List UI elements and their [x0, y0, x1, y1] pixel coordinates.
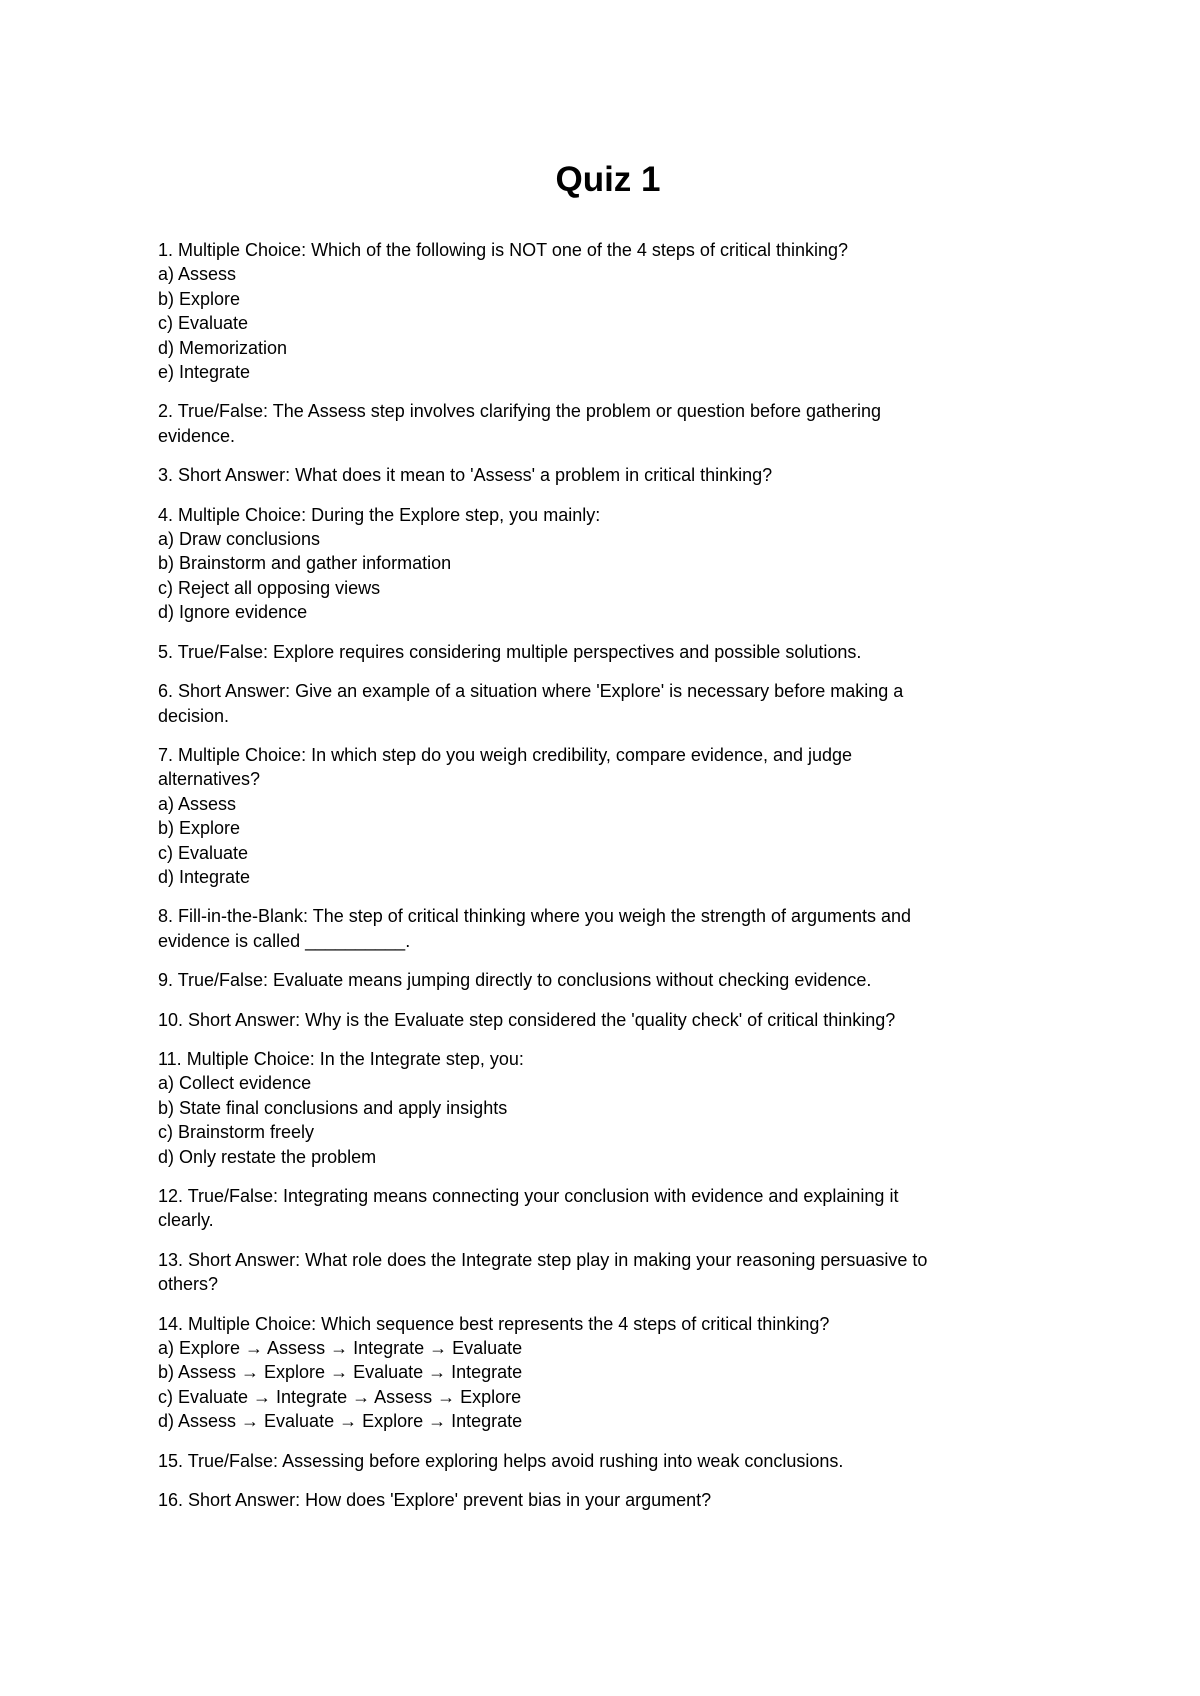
question-13	[158, 1248, 1058, 1297]
question-line: b) Explore	[158, 288, 241, 309]
question-line: a) Draw conclusions	[158, 529, 321, 550]
question-text: 12. True/False: Integrating means connecting your conclusion with evidence and explaining it	[158, 1186, 899, 1206]
question-line: c) Evaluate → Integrate → Assess → Explore	[158, 1386, 522, 1407]
question-line: d) Assess → Evaluate → Explore → Integrate	[158, 1411, 523, 1432]
question-text: 10. Short Answer: Why is the Evaluate step considered the 'quality check' of critical thinking?	[158, 1009, 896, 1030]
question-text: 16. Short Answer: How does 'Explore' prevent bias in your argument?	[158, 1490, 712, 1511]
question-15	[158, 1449, 1058, 1473]
question-line: b) Assess → Explore → Evaluate → Integrate	[158, 1362, 523, 1383]
question-line: b) State final conclusions and apply insights	[158, 1097, 508, 1118]
question-line: others?	[158, 1274, 219, 1295]
question-2	[158, 399, 1058, 448]
question-text: 4. Multiple Choice: During the Explore step, you mainly:	[158, 504, 601, 525]
question-line: evidence is called __________.	[158, 930, 411, 951]
question-line: alternatives?	[158, 769, 261, 790]
question-line: c) Evaluate	[158, 313, 249, 334]
question-3	[158, 463, 1058, 487]
question-text: 2. True/False: The Assess step involves clarifying the problem or question before gathering	[158, 401, 882, 422]
question-text: 9. True/False: Evaluate means jumping directly to conclusions without checking evidence.	[158, 970, 872, 991]
page-title: Quiz 1	[555, 160, 661, 199]
question-text: 1. Multiple Choice: Which of the following is NOT one of the 4 steps of critical thinking?	[158, 240, 849, 260]
question-line: e) Integrate	[158, 362, 251, 383]
question-text: 7. Multiple Choice: In which step do you weigh credibility, compare evidence, and judge	[158, 744, 853, 765]
question-text: 15. True/False: Assessing before exploring helps avoid rushing into weak conclusions.	[158, 1450, 844, 1471]
question-line: d) Memorization	[158, 337, 288, 358]
question-11	[158, 1047, 1058, 1169]
question-10	[158, 1008, 1058, 1032]
question-text: 5. True/False: Explore requires considering multiple perspectives and possible solutions.	[158, 641, 862, 662]
question-line: a) Explore → Assess → Integrate → Evaluate	[158, 1338, 523, 1359]
question-line: b) Explore	[158, 818, 241, 839]
question-list	[158, 238, 1058, 1527]
question-5	[158, 640, 1058, 664]
question-1	[158, 238, 1058, 384]
question-line: d) Ignore evidence	[158, 602, 308, 623]
question-text: 3. Short Answer: What does it mean to 'Assess' a problem in critical thinking?	[158, 465, 773, 486]
question-line: decision.	[158, 705, 230, 726]
question-text: 13. Short Answer: What role does the Integrate step play in making your reasoning persuasive to	[158, 1249, 928, 1270]
question-9	[158, 968, 1058, 992]
question-text: 11. Multiple Choice: In the Integrate step, you:	[158, 1048, 524, 1069]
question-16	[158, 1488, 1058, 1512]
question-line: a) Collect evidence	[158, 1073, 312, 1094]
question-14	[158, 1312, 1058, 1434]
question-line: clearly.	[158, 1210, 214, 1231]
question-8	[158, 904, 1058, 953]
question-line: d) Only restate the problem	[158, 1146, 377, 1167]
question-12	[158, 1184, 1058, 1233]
question-text: 14. Multiple Choice: Which sequence best represents the 4 steps of critical thinking?	[158, 1313, 830, 1334]
question-6	[158, 679, 1058, 728]
question-line: b) Brainstorm and gather information	[158, 553, 452, 574]
question-7	[158, 743, 1058, 889]
question-line: c) Reject all opposing views	[158, 577, 381, 598]
question-line: c) Evaluate	[158, 842, 249, 863]
question-text: 8. Fill-in-the-Blank: The step of critical thinking where you weigh the strength of arguments and	[158, 906, 912, 927]
question-4	[158, 503, 1058, 625]
question-line: c) Brainstorm freely	[158, 1122, 315, 1143]
question-line: a) Assess	[158, 793, 237, 814]
question-line: d) Integrate	[158, 866, 251, 887]
question-text: 6. Short Answer: Give an example of a situation where 'Explore' is necessary before making a	[158, 681, 904, 702]
question-line: evidence.	[158, 425, 236, 446]
question-line: a) Assess	[158, 264, 237, 285]
